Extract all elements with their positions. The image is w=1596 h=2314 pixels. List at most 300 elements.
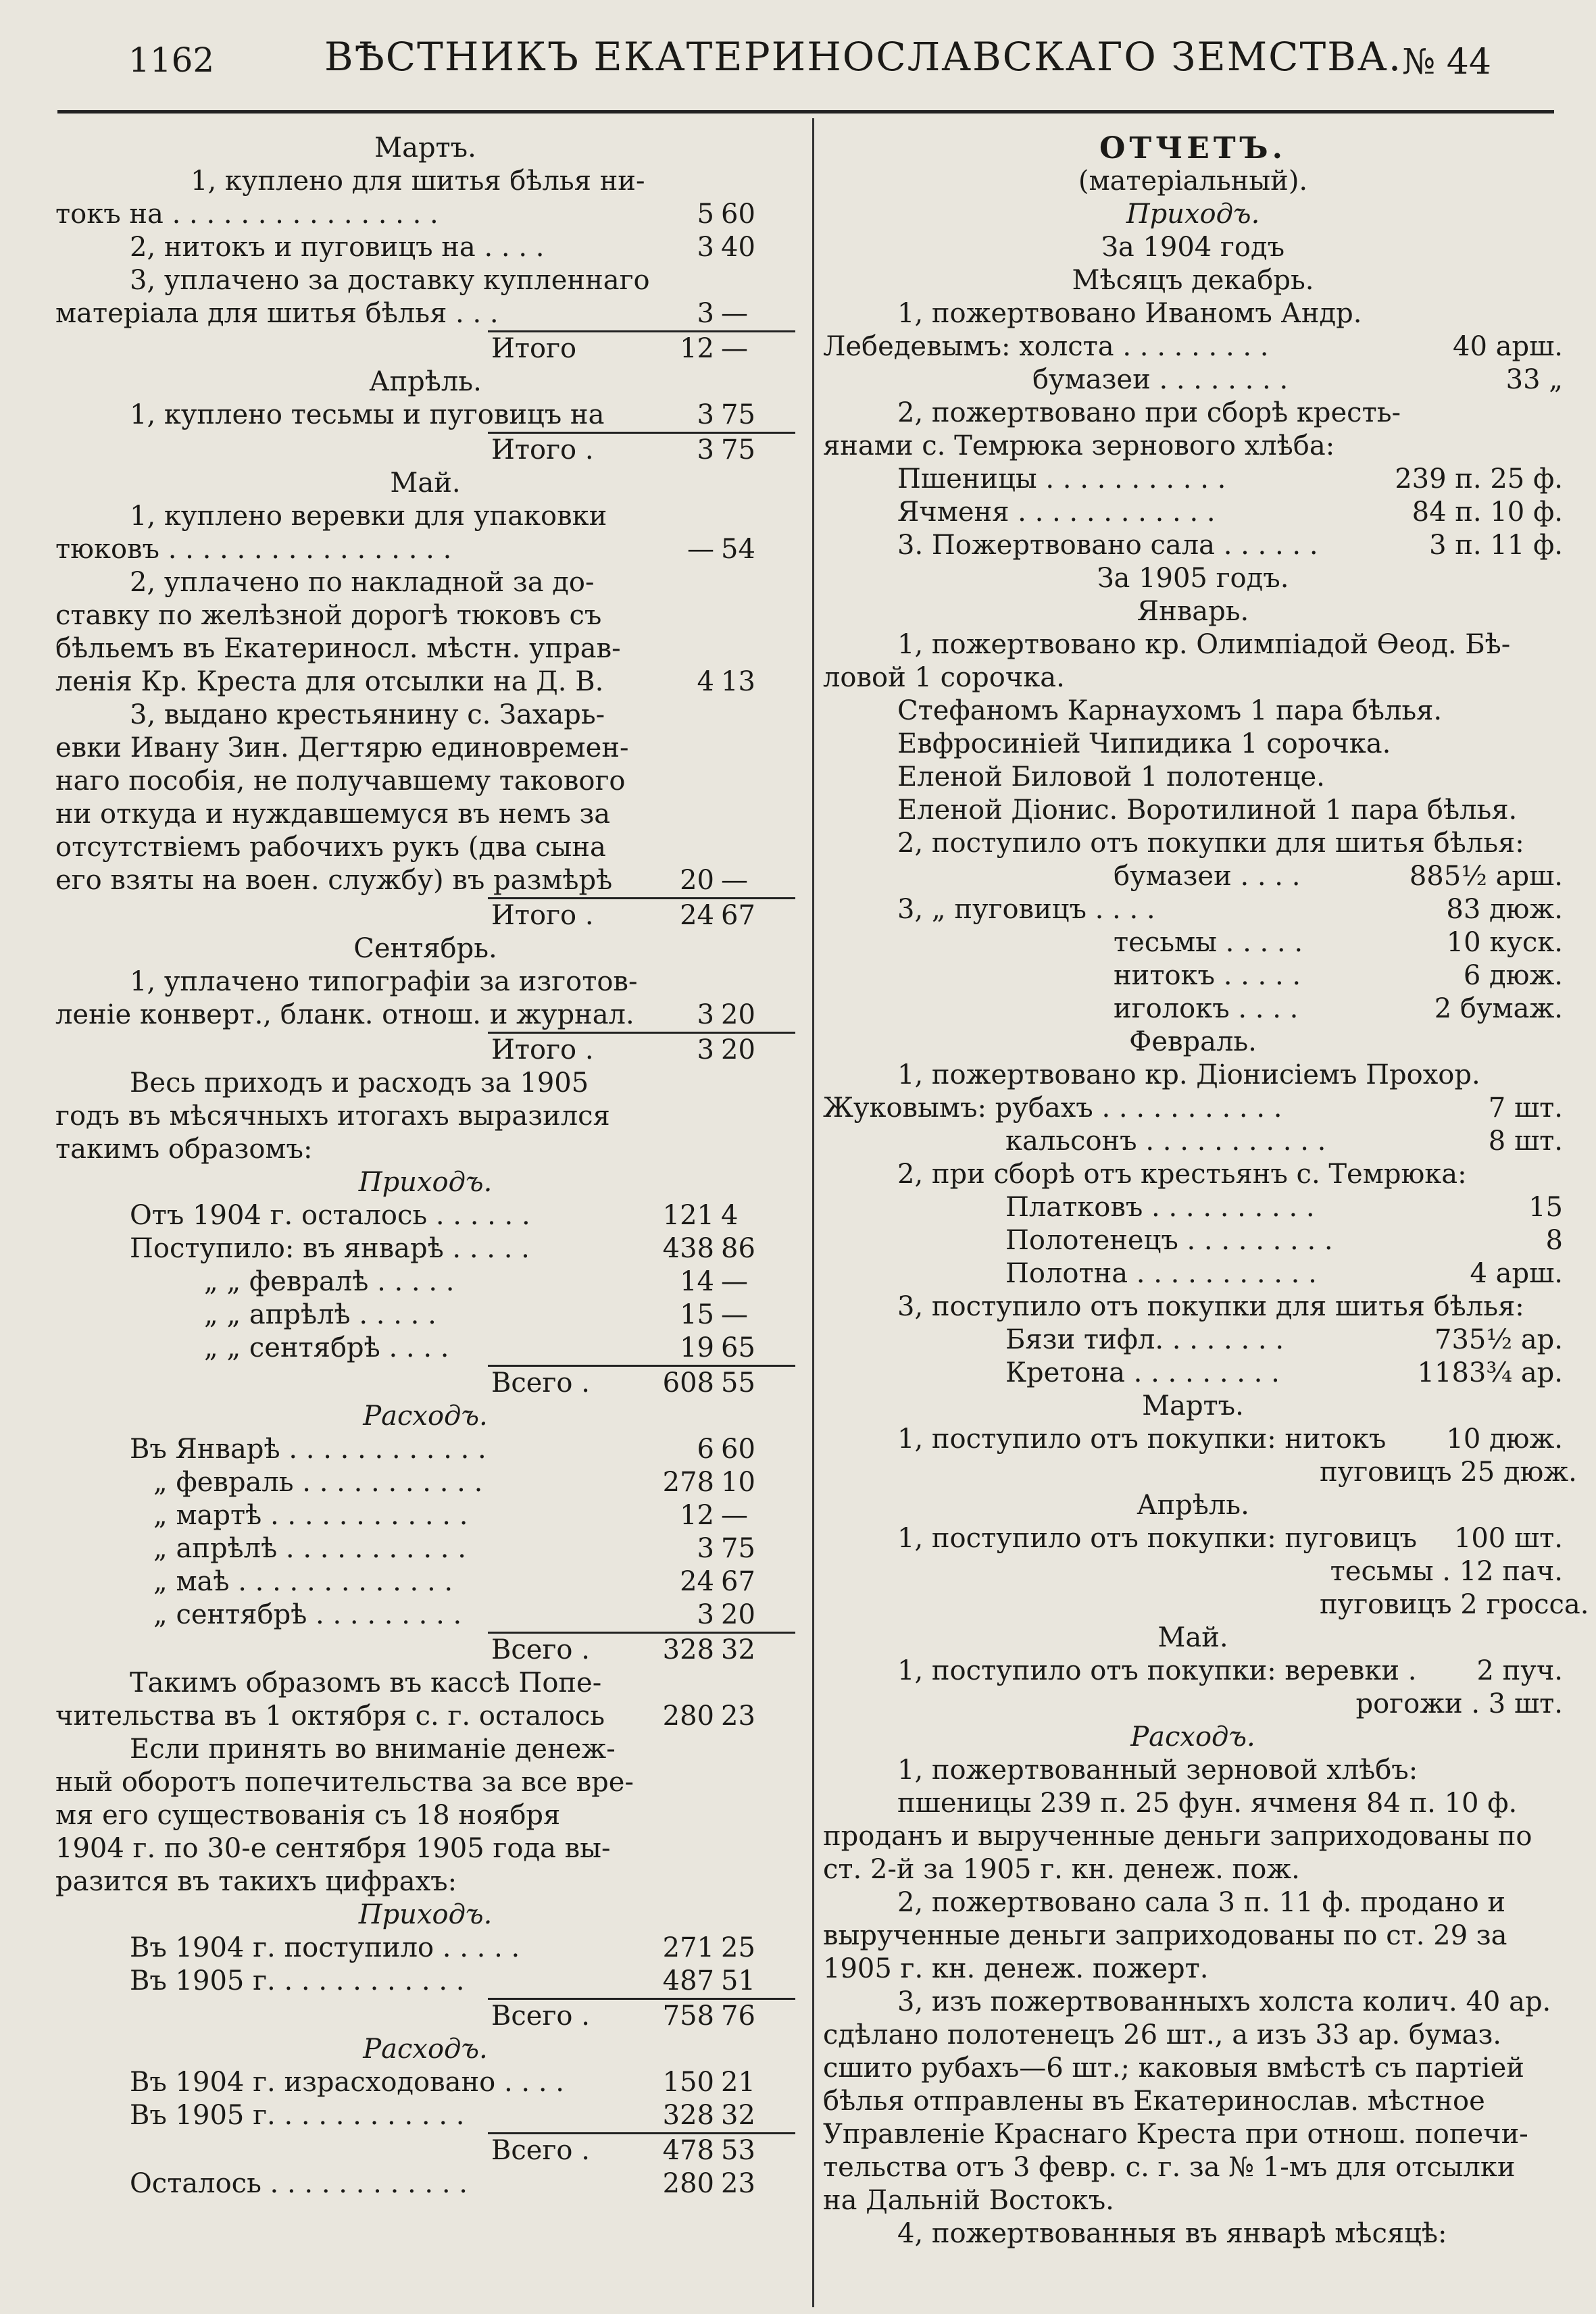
text-line: мя его существованія съ 18 ноября [55,1800,561,1831]
entry-quantity: тесьмы . 12 пач. [1330,1556,1563,1587]
text-line: 1, куплено веревки для упаковки [130,501,607,532]
right-line [823,1853,1563,1886]
entry-quantity: 4 арш. [1470,1258,1563,1289]
right-line [823,1919,1563,1953]
amount-kopecks: — [721,1299,748,1330]
right-line [823,959,1563,992]
column-divider [812,118,814,2307]
left-line [55,165,795,198]
right-line [823,1456,1577,1489]
text-line: тельства отъ 3 февр. с. г. за № 1-мъ для отсылки [823,2152,1516,2183]
text-line: бѣлья отправлены въ Екатеринослав. мѣстное [823,2086,1485,2117]
amount-rubles: 14 [680,1266,714,1297]
amount-kopecks: 32 [721,2100,755,2131]
amount-rubles: 3 [697,232,714,263]
right-line [823,1588,1589,1621]
entry-label: матеріала для шитья бѣлья . . . [55,298,499,329]
left-line [488,1632,795,1667]
right-line [823,860,1563,893]
section-heading: Апрѣль. [1137,1490,1249,1521]
entry-label: Бязи тифл. . . . . . . . [1005,1324,1285,1355]
text-line: 1, пожертвовано кр. Олимпіадой Ѳеод. Бѣ- [897,629,1511,660]
left-line [55,2033,795,2066]
text-line: вырученные деньги заприходованы по ст. 29 за [823,1920,1507,1951]
left-line [55,632,795,665]
entry-label: „ маѣ . . . . . . . . . . . . . [153,1566,453,1597]
section-heading: Сентябрь. [353,933,497,964]
text-line: ставку по желѣзной дорогѣ тюковъ съ [55,600,602,631]
left-line [55,467,795,500]
total-rubles: 478 [662,2135,714,2166]
section-heading: Мартъ. [374,132,476,164]
right-line [823,1357,1563,1390]
total-kopecks: 76 [721,2001,755,2032]
text-line: наго пособія, не получавшему такового [55,765,626,797]
left-line [55,1199,795,1232]
total-label: Итого . [491,1034,594,1065]
section-heading: За 1904 годъ [1101,232,1285,263]
amount-rubles: 487 [662,1965,714,1996]
entry-label: Въ 1905 г. . . . . . . . . . . . [130,1965,465,1996]
right-line [823,728,1563,761]
right-line [823,1191,1563,1224]
text-line: 1, уплачено типографіи за изготов- [130,966,638,997]
left-line [55,1898,795,1932]
header-rule [57,110,1554,114]
right-line [823,628,1563,661]
text-line: 3, выдано крестьянину с. Захарь- [130,699,605,730]
entry-quantity: 8 шт. [1488,1126,1563,1157]
right-line [823,330,1563,363]
left-line [55,765,795,798]
amount-kopecks: 23 [721,2168,755,2199]
entry-label: Полотна . . . . . . . . . . . [1005,1258,1317,1289]
entry-label: 1, поступило отъ покупки: пуговицъ [897,1523,1417,1554]
left-line [55,1865,795,1898]
text-line: 3, уплачено за доставку купленнаго [130,265,650,296]
entry-label: Въ 1904 г. поступило . . . . . [130,1932,520,1963]
section-heading: Мартъ. [1142,1390,1244,1422]
left-line [55,1332,795,1365]
total-kopecks: 75 [721,434,755,466]
text-line: ный оборотъ попечительства за все вре- [55,1767,634,1798]
left-line [55,231,795,264]
right-line [823,992,1563,1026]
section-heading: Апрѣль. [369,366,482,397]
text-line: отсутствіемъ рабочихъ рукъ (два сына [55,832,606,863]
left-line [55,1965,795,1998]
text-line: янами с. Темрюка зернового хлѣба: [823,430,1335,461]
total-kopecks: — [721,333,748,364]
text-line: Такимъ образомъ въ кассѣ Попе- [130,1667,602,1699]
left-line [55,399,795,432]
total-label: Всего . [491,1634,590,1665]
right-line [823,2217,1563,2250]
right-line [823,1423,1563,1456]
left-line [55,699,795,732]
amount-kopecks: 21 [721,2067,755,2098]
amount-kopecks: 23 [721,1701,755,1732]
amount-kopecks: 20 [721,999,755,1030]
left-line [55,1532,795,1565]
entry-quantity: 100 шт. [1453,1523,1563,1554]
text-line: 2, при сборѣ отъ крестьянъ с. Темрюка: [897,1159,1467,1190]
right-line [823,1721,1563,1754]
left-line [55,932,795,965]
left-line [55,999,795,1032]
left-line [55,831,795,864]
total-rubles: 3 [697,434,714,466]
amount-kopecks: 54 [721,534,755,565]
total-kopecks: 67 [721,900,755,931]
text-line: разится въ такихъ цифрахъ: [55,1866,457,1897]
entry-label: 1, куплено тесьмы и пуговицъ на [130,399,605,430]
amount-rubles: 121 [662,1200,714,1231]
right-line [823,661,1563,695]
text-line: ст. 2-й за 1905 г. кн. денеж. пож. [823,1854,1300,1885]
right-line [823,297,1563,330]
entry-label: тесьмы . . . . . [1114,927,1303,958]
text-line: 2, пожертвовано при сборѣ кресть- [897,397,1401,428]
entry-quantity: пуговицъ 25 дюж. [1320,1457,1577,1488]
entry-quantity: 40 арш. [1453,331,1563,362]
right-line [823,264,1563,297]
text-line: 4, пожертвованныя въ январѣ мѣсяцѣ: [897,2218,1447,2249]
entry-label: кальсонъ . . . . . . . . . . . [1005,1126,1326,1157]
right-line [823,1290,1563,1324]
entry-label: 1, поступило отъ покупки: веревки . [897,1655,1417,1686]
left-line [55,1299,795,1332]
entry-label: „ апрѣлѣ . . . . . . . . . . . [153,1533,466,1564]
entry-label: „ сентябрѣ . . . . . . . . . [153,1599,462,1630]
right-line [823,132,1563,165]
right-line [823,827,1563,860]
amount-rubles: — [687,534,714,565]
entry-quantity: 3 п. 11 ф. [1429,530,1563,561]
right-line [823,1026,1563,1059]
amount-rubles: 150 [662,2067,714,2098]
amount-rubles: 280 [662,1701,714,1732]
left-line [55,1466,795,1499]
right-line [823,794,1563,827]
text-line: 1905 г. кн. денеж. пожерт. [823,1953,1209,1984]
text-line: Евфросиніей Чипидика 1 сорочка. [897,728,1391,759]
amount-kopecks: — [721,1266,748,1297]
right-line [823,695,1563,728]
entry-quantity: 84 п. 10 ф. [1412,497,1563,528]
left-line [55,1067,795,1100]
left-line [55,1832,795,1865]
right-line [823,1489,1563,1522]
total-rubles: 24 [680,900,714,931]
text-line: 2, уплачено по накладной за до- [130,567,595,598]
entry-label: Жуковымъ: рубахъ . . . . . . . . . . . [823,1092,1282,1124]
left-line [488,2132,795,2167]
entry-label: Кретона . . . . . . . . . [1005,1357,1280,1388]
total-label: Итого [491,333,577,364]
amount-kopecks: 75 [721,1533,755,1564]
amount-kopecks: 4 [721,1200,739,1231]
total-kopecks: 32 [721,1634,755,1665]
amount-kopecks: 25 [721,1932,755,1963]
right-line [823,2019,1563,2052]
amount-rubles: 438 [662,1233,714,1264]
entry-label: 1, поступило отъ покупки: нитокъ [897,1424,1387,1455]
entry-label: Въ Январѣ . . . . . . . . . . . . [130,1434,487,1465]
right-line [823,1125,1563,1158]
amount-rubles: 24 [680,1566,714,1597]
left-line [55,1232,795,1265]
text-line: 3, поступило отъ покупки для шитья бѣлья: [897,1291,1524,1322]
amount-kopecks: 65 [721,1332,755,1363]
amount-kopecks: 13 [721,666,755,697]
left-line [488,1998,795,2033]
right-line [823,1522,1563,1555]
section-heading: Май. [390,468,461,499]
amount-rubles: 271 [662,1932,714,1963]
right-line [823,529,1563,562]
entry-quantity: 8 [1545,1225,1563,1256]
entry-quantity: 885½ арш. [1409,861,1563,892]
text-line: 2, поступило отъ покупки для шитья бѣлья: [897,828,1524,859]
entry-quantity: 83 дюж. [1446,894,1563,925]
left-line [55,1733,795,1766]
amount-kopecks: 86 [721,1233,755,1264]
entry-label: 3, „ пуговицъ . . . . [897,894,1155,925]
entry-label: Ячменя . . . . . . . . . . . . [897,497,1216,528]
entry-quantity: рогожи . 3 шт. [1355,1688,1563,1719]
amount-kopecks: 10 [721,1467,755,1498]
left-line [55,1565,795,1599]
section-heading: Приходъ. [1126,199,1260,230]
left-line [55,2167,795,2200]
right-line [823,1555,1563,1588]
text-line: ни откуда и нуждавшемуся въ немъ за [55,799,611,830]
left-line [55,1799,795,1832]
total-rubles: 328 [662,1634,714,1665]
amount-rubles: 20 [680,865,714,896]
right-line [823,1886,1563,1919]
entry-label: Поступило: въ январѣ . . . . . [130,1233,530,1264]
right-line [823,496,1563,529]
right-line [823,1621,1563,1655]
text-line: сдѣлано полотенецъ 26 шт., а изъ 33 ар. бумаз. [823,2019,1502,2051]
text-line: 1, пожертвовано Иваномъ Андр. [897,298,1362,329]
total-rubles: 12 [680,333,714,364]
entry-label: бумазеи . . . . . . . . [1032,364,1289,395]
section-heading: Расходъ. [363,1401,488,1432]
right-line [823,1390,1563,1423]
left-line [55,1265,795,1299]
amount-rubles: 3 [697,999,714,1030]
amount-rubles: 3 [697,399,714,430]
amount-kopecks: 60 [721,1434,755,1465]
section-heading: Приходъ. [358,1167,493,1198]
right-line [823,231,1563,264]
entry-label: нитокъ . . . . . [1114,960,1301,991]
text-line: такимъ образомъ: [55,1134,313,1165]
entry-quantity: 239 п. 25 ф. [1395,463,1563,495]
left-line [55,1667,795,1700]
right-line [823,2118,1563,2151]
amount-rubles: 4 [697,666,714,697]
amount-rubles: 3 [697,298,714,329]
left-line [55,132,795,165]
left-line [55,264,795,297]
amount-rubles: 12 [680,1500,714,1531]
text-line: Если принять во вниманіе денеж- [130,1734,616,1765]
left-line [488,1032,795,1067]
entry-quantity: 2 пуч. [1476,1655,1563,1686]
right-line [823,397,1563,430]
entry-quantity: 10 дюж. [1446,1424,1563,1455]
left-line [55,533,795,566]
entry-label: Отъ 1904 г. осталось . . . . . . [130,1200,530,1231]
total-rubles: 608 [662,1367,714,1399]
left-line [488,897,795,932]
entry-label: „ февраль . . . . . . . . . . . [153,1467,483,1498]
left-line [55,1700,795,1733]
left-line [55,732,795,765]
right-line [823,363,1563,397]
entry-label: „ „ сентябрѣ . . . . [204,1332,449,1363]
right-line [823,1655,1563,1688]
left-line [55,798,795,831]
entry-quantity: 7 шт. [1488,1092,1563,1124]
section-heading: Январь. [1137,596,1249,627]
entry-quantity: 33 „ [1505,364,1563,395]
left-line [55,1133,795,1166]
total-rubles: 758 [662,2001,714,2032]
amount-kopecks: 20 [721,1599,755,1630]
amount-rubles: 328 [662,2100,714,2131]
left-line [55,1766,795,1799]
left-line [55,864,795,897]
entry-label: „ „ февралѣ . . . . . [204,1266,455,1297]
right-line [823,1953,1563,1986]
page-number: 1162 [128,41,215,80]
text-line: сшито рубахъ—6 шт.; каковыя вмѣстѣ съ партіей [823,2053,1524,2084]
text-line: Управленіе Краснаго Креста при отнош. попечи- [823,2119,1528,2150]
journal-title: ВѢСТНИКЪ ЕКАТЕРИНОСЛАВСКАГО ЗЕМСТВА. [324,34,1403,80]
right-line [823,1224,1563,1257]
right-line [823,1257,1563,1290]
right-column [823,131,1589,2250]
left-line [55,366,795,399]
amount-kopecks: — [721,1500,748,1531]
left-line [488,432,795,467]
amount-rubles: 19 [680,1332,714,1363]
total-label: Итого . [491,900,594,931]
text-line: Весь приходъ и расходъ за 1905 [130,1067,589,1099]
text-line: 3, изъ пожертвованныхъ холста колич. 40 ар. [897,1986,1551,2017]
page-header [0,27,1596,88]
entry-label: бумазеи . . . . [1114,861,1301,892]
entry-quantity: 735½ ар. [1435,1324,1563,1355]
total-label: Итого . [491,434,594,466]
left-line [55,1932,795,1965]
section-heading: Расходъ. [363,2034,488,2065]
entry-label: леніе конверт., бланк. отнош. и журнал. [55,999,634,1030]
left-line [55,965,795,999]
section-heading: Приходъ. [358,1899,493,1930]
total-label: Всего . [491,2001,590,2032]
text-line: на Дальній Востокъ. [823,2185,1114,2216]
amount-kopecks: — [721,865,748,896]
entry-quantity: 6 дюж. [1463,960,1563,991]
amount-rubles: 280 [662,2168,714,2199]
total-label: Всего . [491,1367,590,1399]
left-line [488,330,795,366]
entry-label: Платковъ . . . . . . . . . . [1005,1192,1315,1223]
entry-label: Полотенецъ . . . . . . . . . [1005,1225,1333,1256]
left-line [55,1100,795,1133]
left-line [55,500,795,533]
amount-rubles: 3 [697,1599,714,1630]
left-line [55,297,795,330]
right-line [823,463,1563,496]
entry-label: чительства въ 1 октября с. г. осталось [55,1701,605,1732]
entry-label: Пшеницы . . . . . . . . . . . [897,463,1226,495]
right-line [823,2184,1563,2217]
left-line [55,2066,795,2099]
text-line: пшеницы 239 п. 25 фун. ячменя 84 п. 10 ф. [897,1788,1518,1819]
total-kopecks: 53 [721,2135,755,2166]
left-line [55,1166,795,1199]
amount-rubles: 3 [697,1533,714,1564]
section-heading: Май. [1157,1622,1228,1653]
right-line [823,893,1563,926]
entry-label: Лебедевымъ: холста . . . . . . . . . [823,331,1269,362]
entry-label: Въ 1904 г. израсходовано . . . . [130,2067,564,2098]
right-line [823,198,1563,231]
amount-kopecks: 60 [721,199,755,230]
entry-label: 2, нитокъ и пуговицъ на . . . . [130,232,545,263]
right-line [823,1092,1563,1125]
left-line [488,1365,795,1400]
entry-quantity: 2 бумаж. [1434,993,1563,1024]
entry-quantity: 10 куск. [1446,927,1563,958]
amount-rubles: 278 [662,1467,714,1498]
left-line [55,2099,795,2132]
section-heading: (матеріальный). [1078,166,1308,197]
text-line: 1, пожертвованный зерновой хлѣбъ: [897,1755,1418,1786]
right-line [823,2085,1563,2118]
entry-label: „ „ апрѣлѣ . . . . . [204,1299,437,1330]
right-line [823,926,1563,959]
amount-rubles: 15 [680,1299,714,1330]
left-line [55,566,795,599]
entry-quantity: 1183¾ ар. [1417,1357,1563,1388]
entry-label: „ мартѣ . . . . . . . . . . . . [153,1500,468,1531]
entry-label: 3. Пожертвовано сала . . . . . . [897,530,1318,561]
text-line: проданъ и вырученные деньги заприходованы по [823,1821,1532,1852]
text-line: 1904 г. по 30-е сентября 1905 года вы- [55,1833,611,1864]
section-heading: За 1905 годъ. [1097,563,1289,594]
text-line: 1, пожертвовано кр. Діонисіемъ Прохор. [897,1059,1480,1090]
left-line [55,1433,795,1466]
right-line [823,2052,1563,2085]
entry-label: ленія Кр. Креста для отсылки на Д. В. [55,666,604,697]
left-line [55,198,795,231]
left-column [55,132,795,2200]
text-line: евки Ивану Зин. Дегтярю единовремен- [55,732,629,763]
right-line [823,1754,1563,1787]
entry-label: Въ 1905 г. . . . . . . . . . . . [130,2100,465,2131]
entry-label: токъ на . . . . . . . . . . . . . . . . [55,199,439,230]
total-rubles: 3 [697,1034,714,1065]
left-line [55,1499,795,1532]
